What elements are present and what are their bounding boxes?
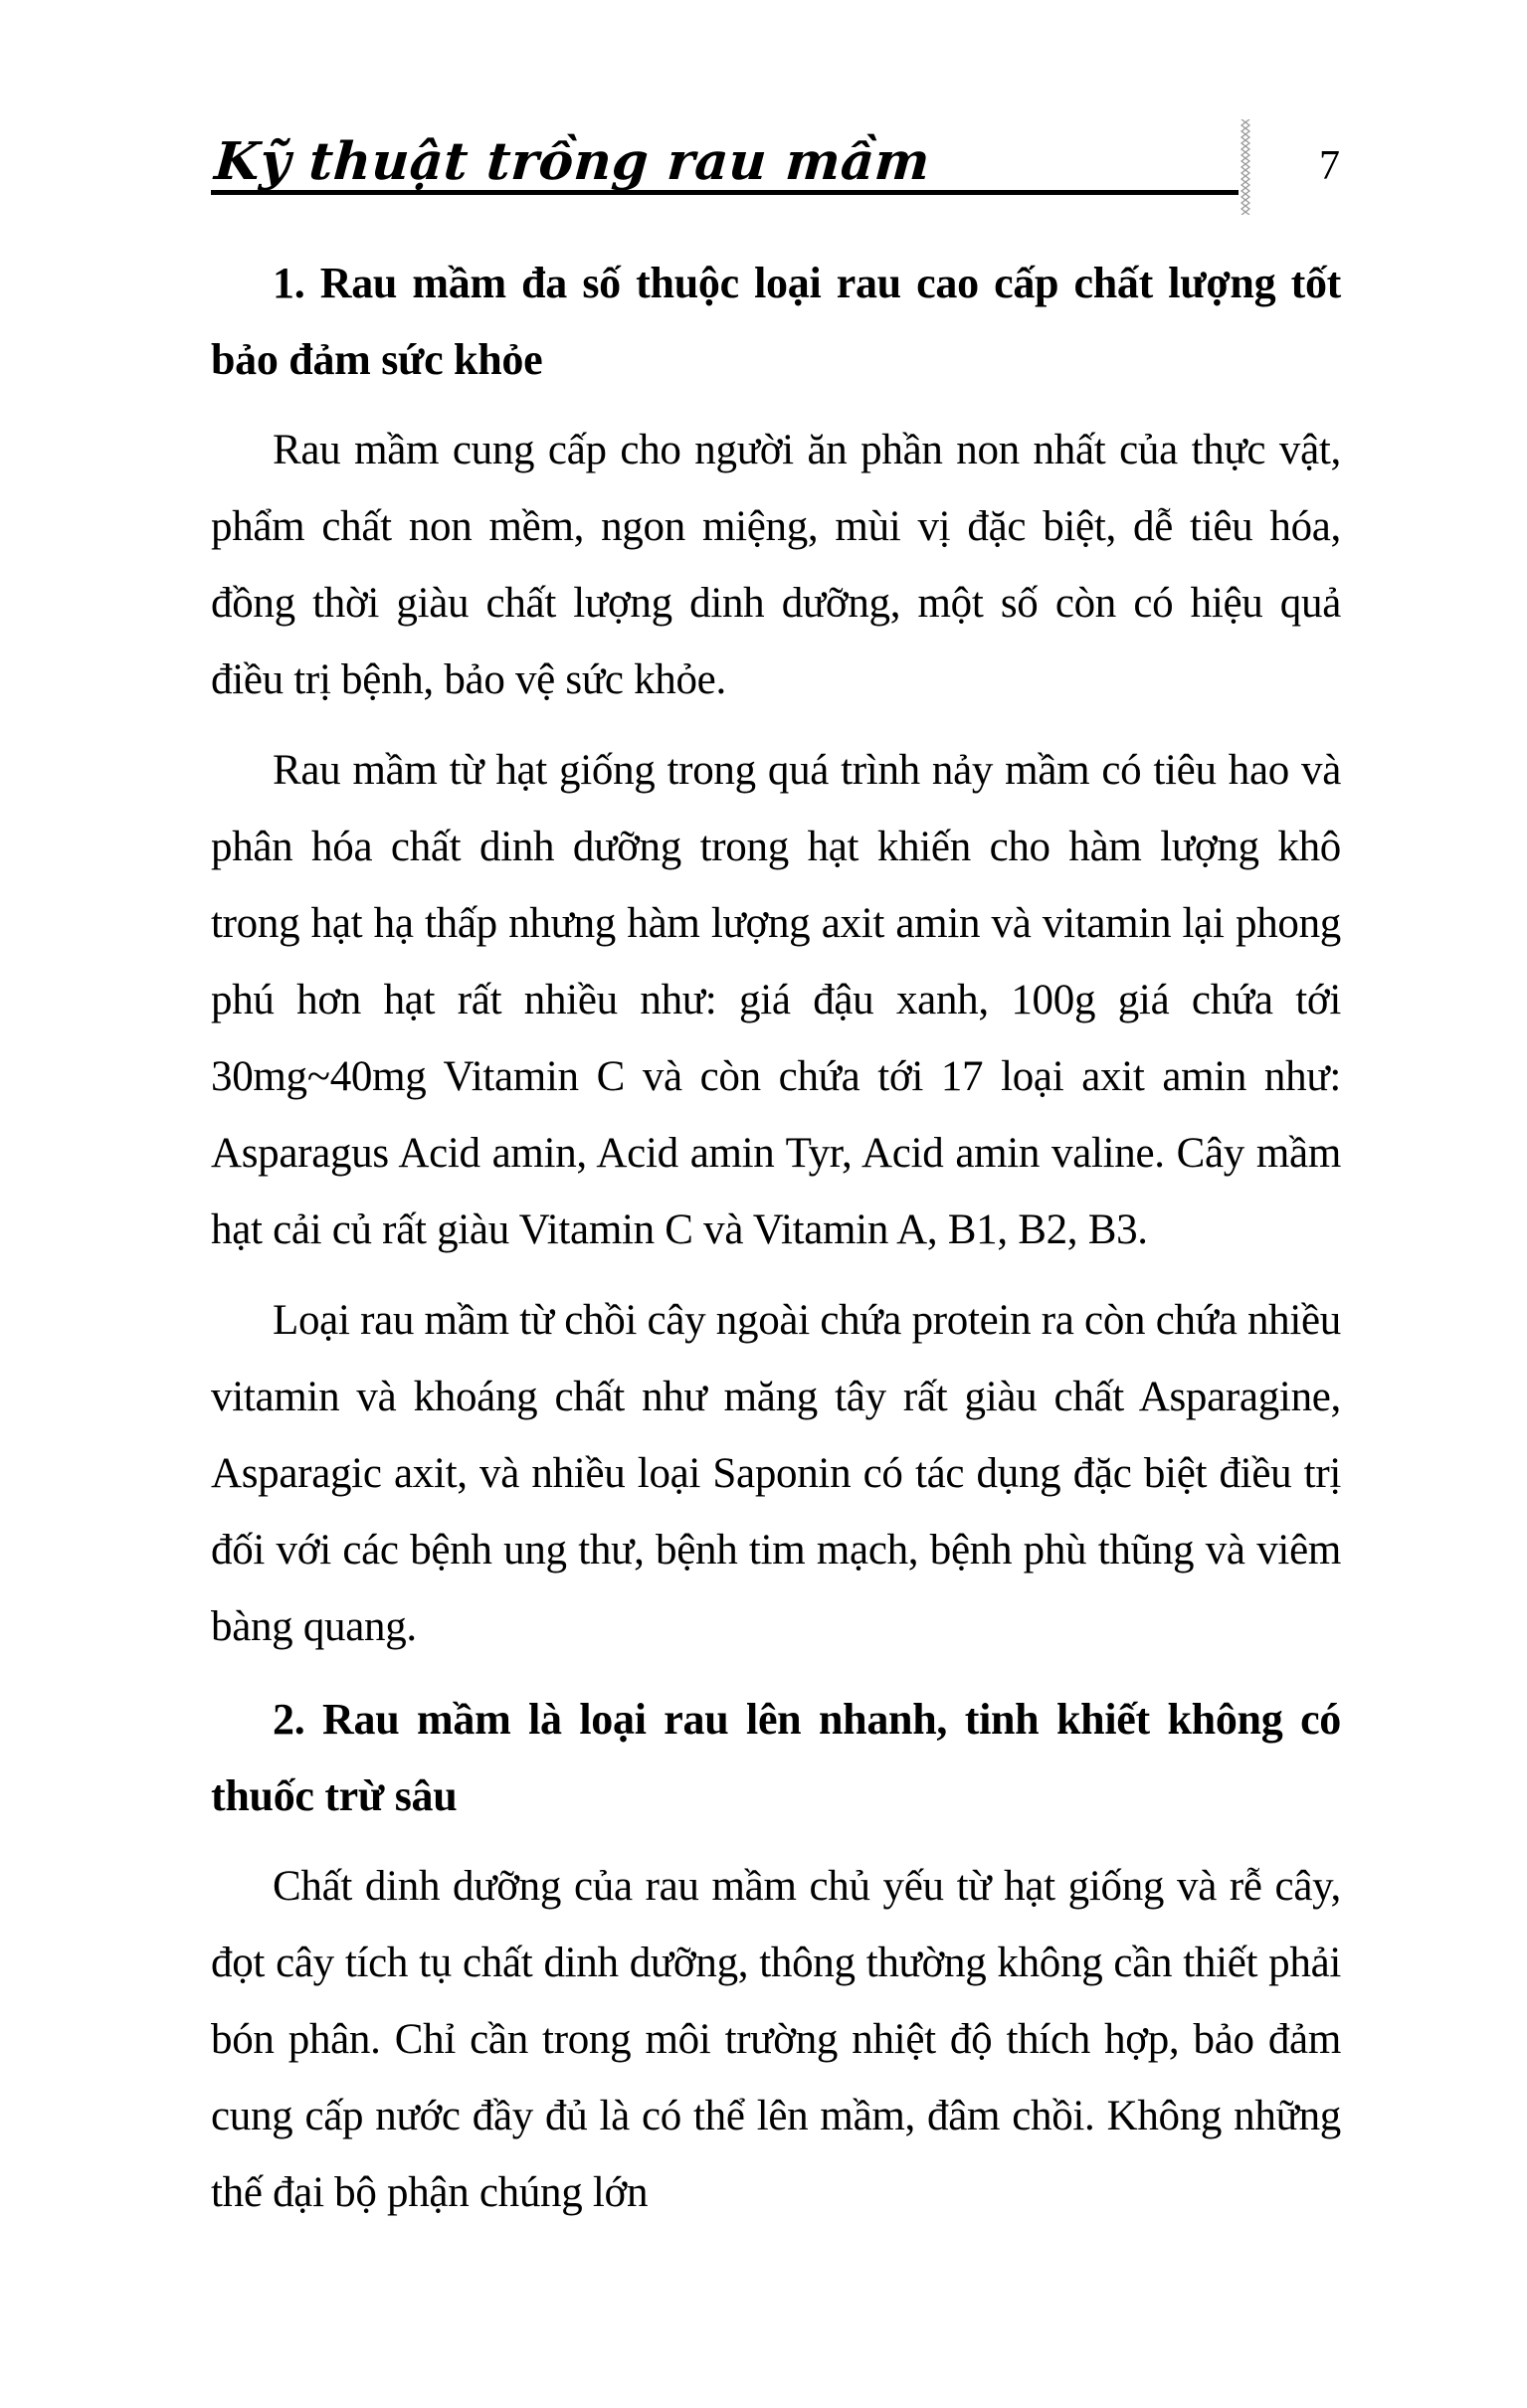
running-title: Kỹ thuật trồng rau mầm xyxy=(212,131,933,192)
page-header xyxy=(211,0,1527,249)
page-body xyxy=(211,245,1341,2231)
zigzag-chain-icon xyxy=(1240,119,1251,215)
page-number: 7 xyxy=(1319,143,1340,189)
section-2-paragraph-1: Chất dinh dưỡng của rau mầm chủ yếu từ hạt giống và rễ cây, đọt cây tích tụ chất dinh dưỡng, thông thường không cần thiết phải bón phân. Chỉ cần trong môi trường nhiệt độ thích hợp, bảo đảm cung cấp nước đầy đủ là có thể lên mầm, đâm chồi. Không những thế đại bộ phận chúng lớn xyxy=(211,1863,1341,2216)
section-1-heading: 1. Rau mầm đa số thuộc loại rau cao cấp chất lượng tốt bảo đảm sức khỏe xyxy=(211,259,1341,384)
section-1-paragraph-2: Rau mầm từ hạt giống trong quá trình nảy mầm có tiêu hao và phân hóa chất dinh dưỡng trong hạt khiến cho hàm lượng khô trong hạt hạ thấp nhưng hàm lượng axit amin và vitamin lại phong phú hơn hạt rất nhiều như: giá đậu xanh, 100g giá chứa tới 30mg~40mg Vitamin C và còn chứa tới 17 loại axit amin như: Asparagus Acid amin, Acid amin Tyr, Acid amin valine. Cây mầm hạt cải củ rất giàu Vitamin C và Vitamin A, B1, B2, B3. xyxy=(211,747,1341,1253)
running-title-block xyxy=(211,0,1239,195)
section-1-paragraph-1: Rau mầm cung cấp cho người ăn phần non nhất của thực vật, phẩm chất non mềm, ngon miệng, mùi vị đặc biệt, dễ tiêu hóa, đồng thời giàu chất lượng dinh dưỡng, một số còn có hiệu quả điều trị bệnh, bảo vệ sức khỏe. xyxy=(211,427,1341,703)
section-2-heading: 2. Rau mầm là loại rau lên nhanh, tinh khiết không có thuốc trừ sâu xyxy=(211,1695,1341,1820)
section-1-paragraph-3: Loại rau mầm từ chồi cây ngoài chứa protein ra còn chứa nhiều vitamin và khoáng chất như măng tây rất giàu chất Asparagine, Asparagic axit, và nhiều loại Saponin có tác dụng đặc biệt điều trị đối với các bệnh ung thư, bệnh tim mạch, bệnh phù thũng và viêm bàng quang. xyxy=(211,1297,1341,1650)
